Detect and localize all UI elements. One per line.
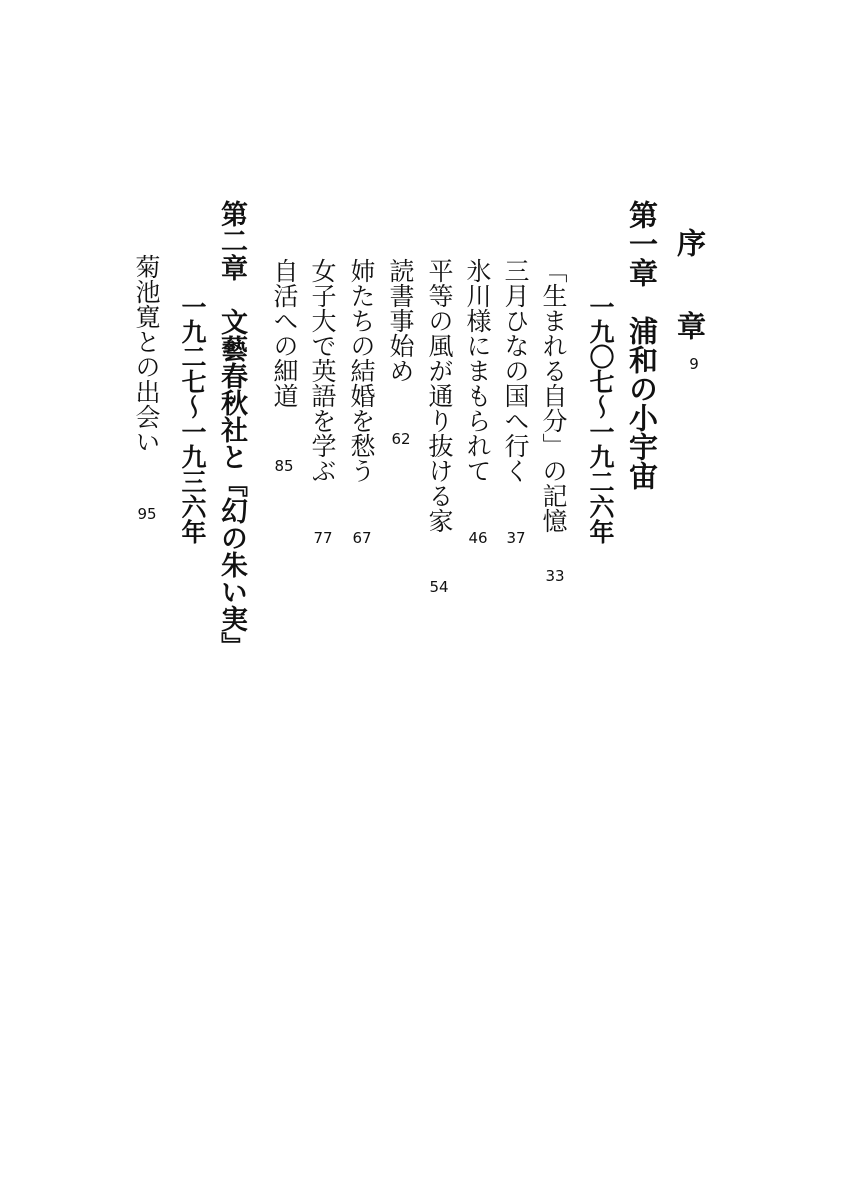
chapter1-entry-2: 三月ひなの国へ行く [501,258,530,483]
chapter1-entry-1: 「生まれる自分」の記憶 [539,258,568,533]
chapter1-entry-6: 姉たちの結婚を愁う [347,258,376,483]
chapter1-entry-7: 女子大で英語を学ぶ [308,258,337,483]
chapter1-entry-3: 氷川様にまもられて [463,258,492,483]
chapter1-years: 一九〇七～一九二六年 [586,294,615,544]
preface-page-number: 9 [689,355,699,373]
chapter2-years: 一九二七～一九三六年 [178,294,207,544]
chapter1-title: 第一章 浦和の小宇宙 [625,200,659,490]
chapter1-entry-7-page: 77 [313,529,333,547]
chapter1-entry-5: 読書事始め [386,258,415,383]
chapter1-entry-2-page: 37 [506,529,526,547]
chapter1-entry-8-page: 85 [274,457,294,475]
chapter1-entry-4: 平等の風が通り抜ける家 [425,258,454,533]
chapter2-title: 第二章 文藝春秋社と『幻の朱い実』 [216,200,247,659]
chapter2-entry-1: 菊池寛との出会い [132,254,161,454]
chapter1-entry-4-page: 54 [429,578,449,596]
chapter1-entry-3-page: 46 [468,529,488,547]
chapter1-entry-5-page: 62 [391,430,411,448]
chapter2-entry-1-page: 95 [137,505,157,523]
chapter1-entry-8: 自活への細道 [270,258,299,408]
chapter1-entry-6-page: 67 [352,529,372,547]
chapter1-entry-1-page: 33 [545,567,565,585]
preface-title: 序 章 [673,228,707,350]
